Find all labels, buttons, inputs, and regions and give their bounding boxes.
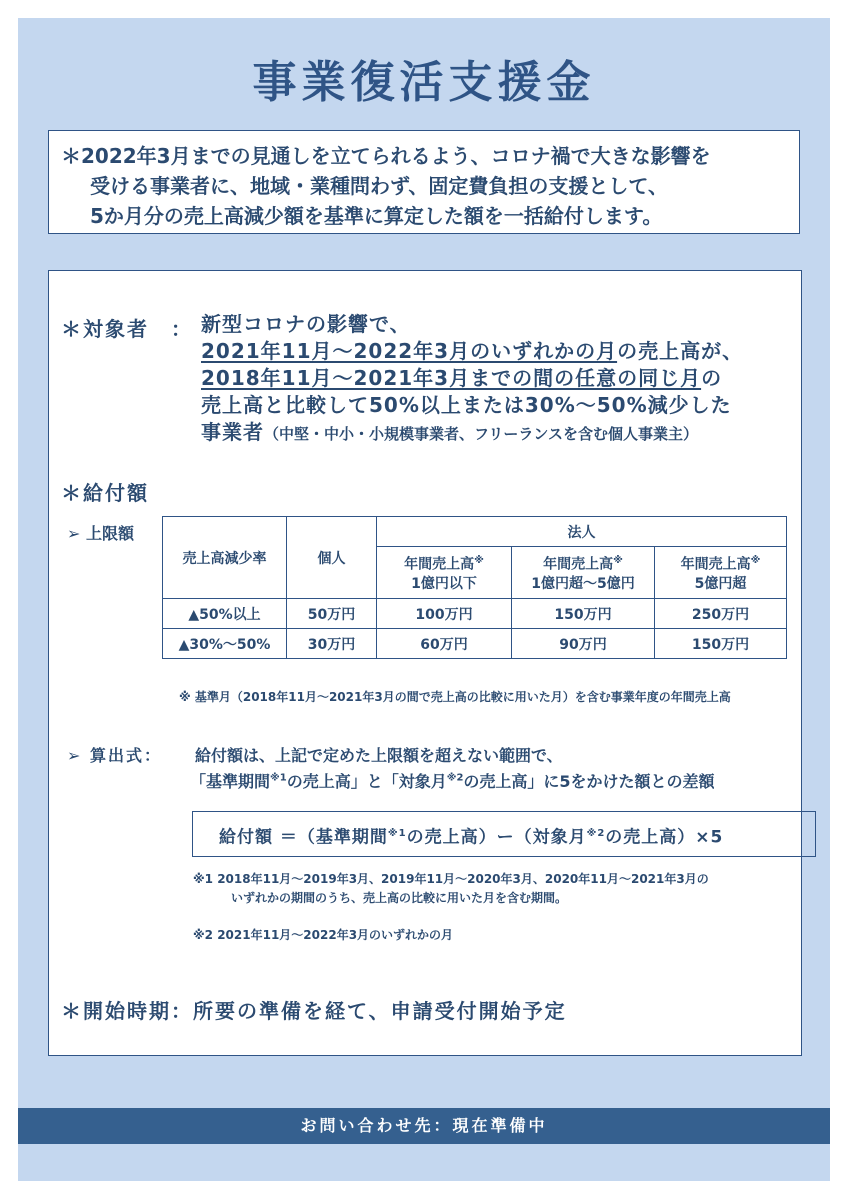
table-footnote: ※ 基準月（2018年11月～2021年3月の間で売上高の比較に用いた月）を含む事業年度の年間売上高 <box>179 690 731 704</box>
eligible-heading: ＊対象者 ： <box>61 317 193 341</box>
start-heading: ＊開始時期：所要の準備を経て、申請受付開始予定 <box>61 999 567 1023</box>
limit-label: ➢ 上限額 <box>67 524 134 543</box>
header-corp-tier-2: 年間売上高※ 1億円超～5億円 <box>512 547 655 599</box>
formula-note-1-cont: いずれかの期間のうち、売上高の比較に用いた月を含む期間。 <box>231 891 568 905</box>
eligible-line-5: 事業者（中堅・中小・小規模事業者、フリーランスを含む個人事業主） <box>201 420 698 444</box>
main-content-box <box>48 270 802 1056</box>
table-row: ▲50%以上 50万円 100万円 150万円 250万円 <box>163 599 787 629</box>
flyer-page <box>18 18 830 1181</box>
start-text: 所要の準備を経て、申請受付開始予定 <box>193 999 567 1023</box>
eligible-line-3: 2018年11月～2021年3月までの間の任意の同じ月の <box>201 366 723 390</box>
header-rate: 売上高減少率 <box>163 517 287 599</box>
formula-box: 給付額 ＝（基準期間$^{※1}$の売上高）ー（対象月$^{※2}$の売上高）×5 <box>192 811 816 857</box>
intro-box <box>48 130 800 234</box>
limit-table <box>162 516 787 659</box>
calc-line-1: 給付額は、上記で定めた上限額を超えない範囲で、 <box>195 746 563 765</box>
intro-line-3: 5か月分の売上高減少額を基準に算定した額を一括給付します。 <box>90 204 663 228</box>
footer-contact-bar: お問い合わせ先：現在準備中 <box>18 1108 830 1144</box>
intro-line-1: ＊2022年3月までの見通しを立てられるよう、コロナ禍で大きな影響を <box>61 144 711 168</box>
formula-note-1: ※1 2018年11月～2019年3月、2019年11月～2020年3月、2020年11月～2021年3月の <box>193 872 709 886</box>
eligible-line-2: 2021年11月～2022年3月のいずれかの月の売上高が、 <box>201 339 744 363</box>
amount-heading: ＊給付額 <box>61 481 149 505</box>
eligible-line-1: 新型コロナの影響で、 <box>201 312 411 336</box>
eligible-line-4: 売上高と比較して50%以上または30%～50%減少した <box>201 393 732 417</box>
formula-note-2: ※2 2021年11月～2022年3月のいずれかの月 <box>193 928 454 942</box>
header-corp: 法人 <box>377 517 787 547</box>
header-corp-tier-3: 年間売上高※ 5億円超 <box>655 547 787 599</box>
calc-line-2: 「基準期間$^{※1}$の売上高」と「対象月$^{※2}$の売上高」に5をかけた額との差額 <box>190 772 715 791</box>
intro-line-2: 受ける事業者に、地域・業種問わず、固定費負担の支援として、 <box>90 174 668 198</box>
header-corp-tier-1: 年間売上高※ 1億円以下 <box>377 547 512 599</box>
table-row: ▲30%～50% 30万円 60万円 90万円 150万円 <box>163 629 787 659</box>
calc-label: ➢ 算出式： <box>67 746 162 765</box>
header-individual: 個人 <box>287 517 377 599</box>
bullet: ＊ <box>61 144 81 168</box>
page-title: 事業復活支援金 <box>252 57 596 108</box>
